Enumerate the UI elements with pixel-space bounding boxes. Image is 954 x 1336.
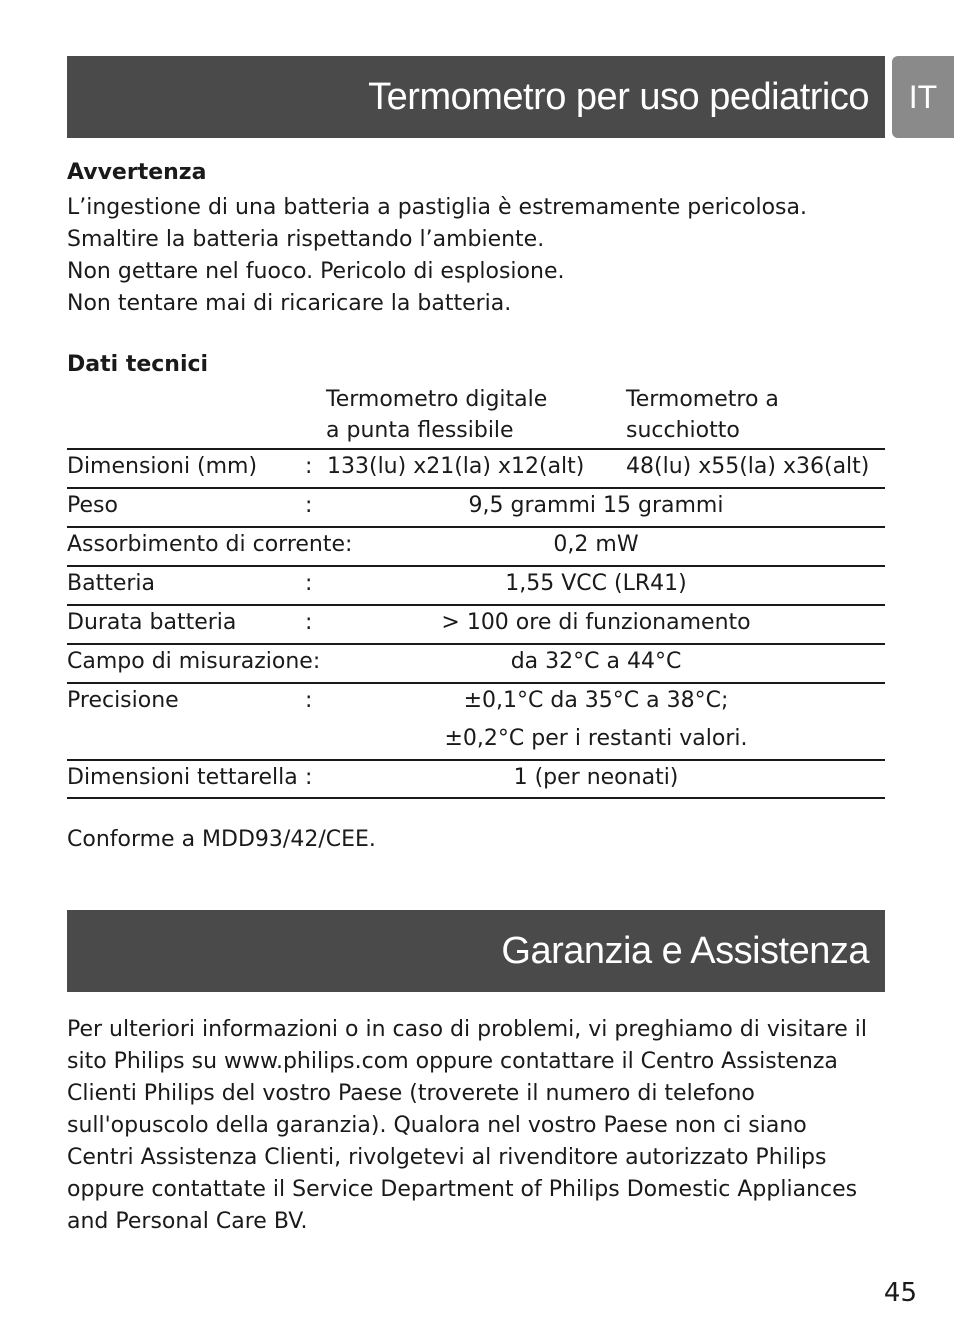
column-header-line: Termometro digitale — [326, 387, 548, 412]
row-label: Dimensioni (mm) — [67, 454, 258, 479]
row-colon: : — [305, 688, 313, 713]
section-banner-thermometer — [67, 56, 885, 138]
support-line: Clienti Philips del vostro Paese (troverete il numero di telefono — [67, 1081, 755, 1106]
compliance-note: Conforme a MDD93/42/CEE. — [67, 827, 376, 852]
row-colon: : — [305, 493, 313, 518]
language-code: IT — [908, 78, 938, 115]
table-row — [67, 528, 885, 567]
table-row — [67, 761, 885, 799]
column-header-digital — [326, 384, 547, 446]
column-header-line: a punta flessibile — [326, 418, 514, 443]
row-colon: : — [305, 571, 313, 596]
row-value: da 32°C a 44°C — [510, 649, 682, 674]
row-value: 0,2 mW — [553, 532, 639, 557]
column-header-line: succhiotto — [626, 418, 740, 443]
table-row — [67, 645, 885, 684]
support-line: sito Philips su www.philips.com oppure contattare il Centro Assistenza — [67, 1049, 838, 1074]
warning-line: Smaltire la batteria rispettando l’ambiente. — [67, 227, 545, 252]
page-number: 45 — [883, 1278, 917, 1308]
row-value: > 100 ore di funzionamento — [441, 610, 751, 635]
table-row — [67, 606, 885, 645]
column-header-pacifier — [626, 384, 779, 446]
row-value: 1,55 VCC (LR41) — [505, 571, 687, 596]
row-label: Campo di misurazione: — [67, 649, 321, 674]
section-banner-warranty — [67, 910, 885, 992]
warning-heading: Avvertenza — [67, 160, 207, 185]
row-label: Peso — [67, 493, 118, 518]
row-label: Dimensioni tettarella — [67, 765, 298, 790]
table-row — [67, 489, 885, 528]
section-title: Garanzia e Assistenza — [501, 929, 869, 972]
row-value-line: ±0,2°C per i restanti valori. — [444, 726, 748, 751]
support-line: Per ulteriori informazioni o in caso di problemi, vi preghiamo di visitare il — [67, 1017, 868, 1042]
warning-text — [67, 192, 807, 320]
page-title: Termometro per uso pediatrico — [368, 75, 869, 118]
row-value: 9,5 grammi 15 grammi — [468, 493, 724, 518]
row-label: Durata batteria — [67, 610, 237, 635]
table-row — [67, 684, 885, 761]
row-label: Batteria — [67, 571, 155, 596]
table-row — [67, 450, 885, 489]
row-colon: : — [305, 765, 313, 790]
support-line: oppure contattate il Service Department of Philips Domestic Appliances — [67, 1177, 858, 1202]
support-line: and Personal Care BV. — [67, 1209, 308, 1234]
warning-line: L’ingestione di una batteria a pastiglia è estremamente pericolosa. — [67, 195, 807, 220]
row-value-digital: 133(lu) x21(la) x12(alt) — [327, 454, 585, 479]
row-label: Precisione — [67, 688, 179, 713]
row-value-line: ±0,1°C da 35°C a 38°C; — [463, 688, 729, 713]
tech-specs-table — [67, 448, 885, 799]
support-paragraph — [67, 1014, 887, 1238]
warning-line: Non tentare mai di ricaricare la batteria. — [67, 291, 512, 316]
row-value: 1 (per neonati) — [513, 765, 679, 790]
row-value-pacifier: 48(lu) x55(la) x36(alt) — [626, 454, 870, 479]
row-colon: : — [305, 610, 313, 635]
language-tab — [892, 56, 954, 138]
warning-line: Non gettare nel fuoco. Pericolo di esplosione. — [67, 259, 565, 284]
tech-data-heading: Dati tecnici — [67, 352, 209, 377]
column-header-line: Termometro a — [626, 387, 779, 412]
table-row — [67, 567, 885, 606]
row-colon: : — [305, 454, 313, 479]
row-label: Assorbimento di corrente: — [67, 532, 353, 557]
support-line: sull'opuscolo della garanzia). Qualora nel vostro Paese non ci siano — [67, 1113, 807, 1138]
support-line: Centri Assistenza Clienti, rivolgetevi al rivenditore autorizzato Philips — [67, 1145, 827, 1170]
